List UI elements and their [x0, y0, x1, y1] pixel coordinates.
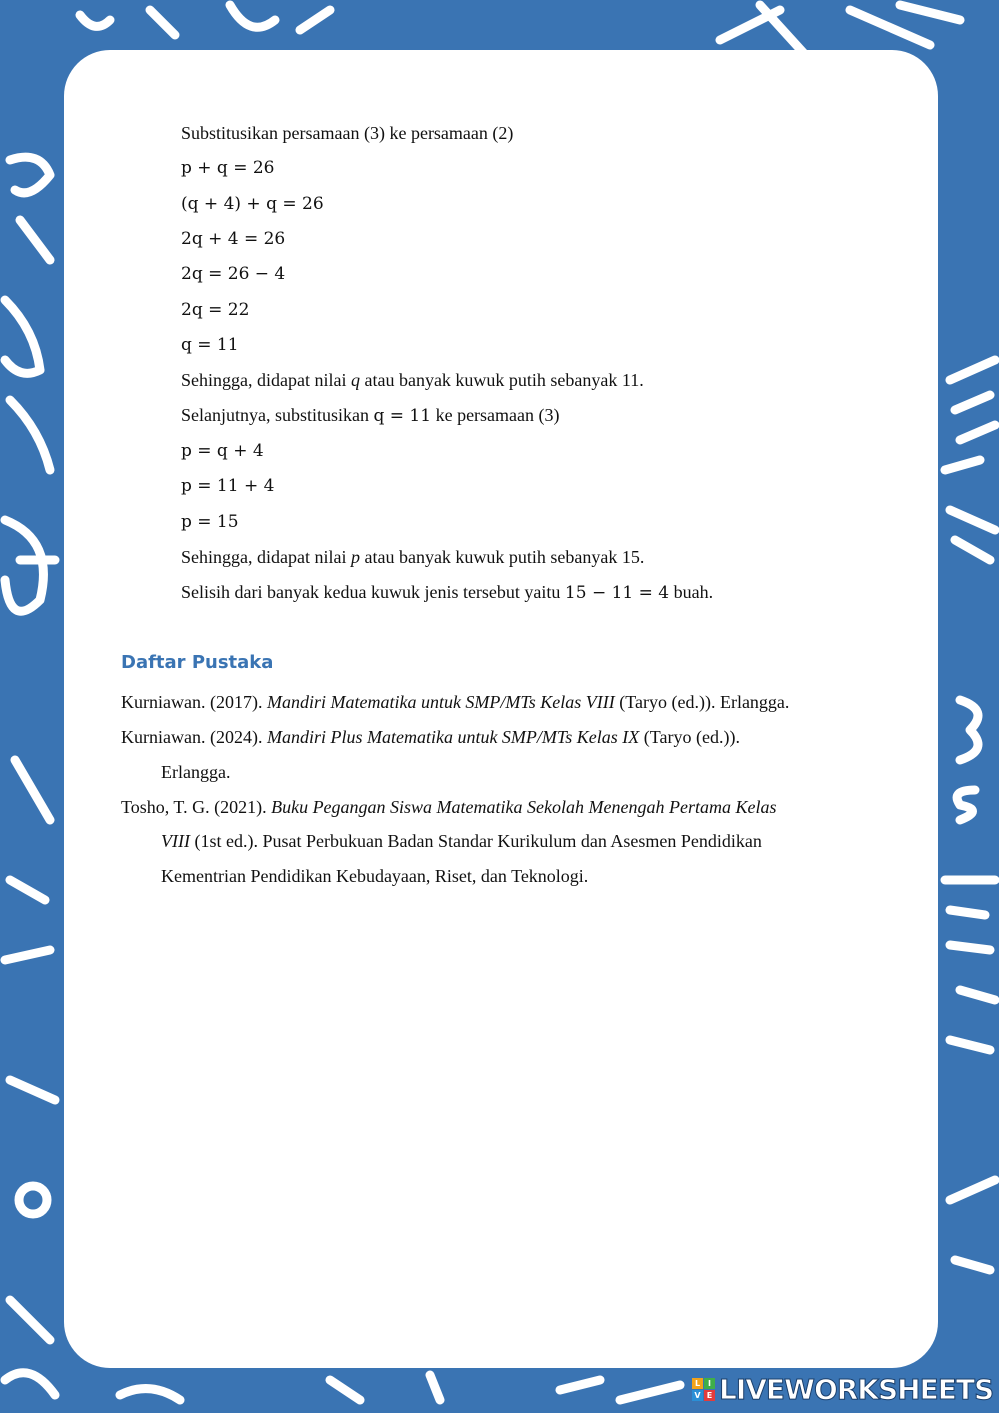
reference-2-continued: Erlangga.: [161, 762, 231, 782]
substitution-after: ke persamaan (3): [431, 405, 560, 425]
doodle-right-4: [945, 880, 995, 1050]
solution-intro: Substitusikan persamaan (3) ke persamaan (2): [181, 123, 514, 143]
difference-before: Selisih dari banyak kedua kuwuk jenis tersebut yaitu: [181, 582, 565, 602]
doodle-right-1: [945, 360, 995, 470]
reference-3-title-line2: VIII: [161, 831, 190, 851]
substitution-step: [181, 404, 560, 427]
doodle-left-2: [5, 300, 40, 373]
result-q-variable: q: [350, 370, 360, 390]
doodle-right-5: [950, 1180, 995, 1270]
reference-1: [121, 691, 789, 713]
doodle-right-3: [957, 700, 978, 820]
reference-3-line3: Kementrian Pendidikan Kebudayaan, Riset, dan Teknologi.: [161, 866, 589, 886]
doodle-left-circle: [19, 1186, 47, 1214]
difference-math: 15 − 11 = 4: [564, 583, 670, 603]
equation-8: p = 11 + 4: [181, 476, 275, 496]
doodle-top-left: [80, 5, 330, 35]
doodle-left-6: [10, 1080, 55, 1100]
reference-2-rest: (Taryo (ed.)).: [639, 727, 740, 747]
doodle-right-2: [950, 510, 995, 560]
doodle-left-1: [10, 157, 50, 260]
reference-3-rest: (1st ed.). Pusat Perbukuan Badan Standar Kurikulum dan Asesmen Pendidikan: [189, 831, 762, 851]
result-p-variable: p: [350, 547, 360, 567]
logo-letter-v: V: [692, 1390, 703, 1401]
equation-2: (q + 4) + q = 26: [181, 194, 324, 214]
doodle-bottom-2: [560, 1380, 680, 1400]
equation-3: 2q + 4 = 26: [181, 229, 286, 249]
doodle-left-7: [5, 1300, 55, 1395]
logo-letter-i: I: [704, 1378, 715, 1389]
reference-2: [121, 726, 740, 748]
reference-2-title: Mandiri Plus Matematika untuk SMP/MTs Kelas IX: [266, 727, 640, 747]
doodle-bottom-1: [120, 1375, 440, 1400]
reference-3: [121, 796, 776, 818]
equation-1: p + q = 26: [181, 158, 275, 178]
reference-3-author: Tosho, T. G. (2021).: [121, 797, 272, 817]
equation-4: 2q = 26 − 4: [181, 264, 286, 284]
result-q: [181, 369, 644, 391]
result-p: [181, 546, 644, 568]
references-heading: Daftar Pustaka: [121, 652, 274, 673]
doodle-left-3: [10, 400, 50, 470]
equation-9: p = 15: [181, 512, 239, 532]
equation-7: p = q + 4: [181, 441, 264, 461]
logo-text: LIVEWORKSHEETS: [719, 1372, 994, 1406]
logo-grid-icon: [692, 1378, 715, 1401]
substitution-math: q = 11: [373, 406, 432, 426]
result-q-after: atau banyak kuwuk putih sebanyak 11.: [359, 370, 644, 390]
reference-1-title: Mandiri Matematika untuk SMP/MTs Kelas VIII: [266, 692, 615, 712]
equation-5: 2q = 22: [181, 300, 250, 320]
doodle-left-5: [5, 760, 50, 960]
substitution-before: Selanjutnya, substitusikan: [181, 405, 374, 425]
reference-1-author: Kurniawan. (2017).: [121, 692, 267, 712]
reference-3-line2: [161, 830, 762, 852]
difference-after: buah.: [669, 582, 714, 602]
result-p-before: Sehingga, didapat nilai: [181, 547, 351, 567]
difference-conclusion: [181, 581, 713, 604]
reference-2-author: Kurniawan. (2024).: [121, 727, 267, 747]
logo-letter-e: E: [704, 1390, 715, 1401]
result-q-before: Sehingga, didapat nilai: [181, 370, 351, 390]
liveworksheets-logo: [692, 1373, 993, 1405]
logo-letter-l: L: [692, 1378, 703, 1389]
doodle-left-4: [5, 520, 55, 611]
reference-1-rest: (Taryo (ed.)). Erlangga.: [614, 692, 790, 712]
reference-3-title-line1: Buku Pegangan Siswa Matematika Sekolah Menengah Pertama Kelas: [271, 797, 777, 817]
result-p-after: atau banyak kuwuk putih sebanyak 15.: [359, 547, 645, 567]
equation-6: q = 11: [181, 335, 239, 355]
